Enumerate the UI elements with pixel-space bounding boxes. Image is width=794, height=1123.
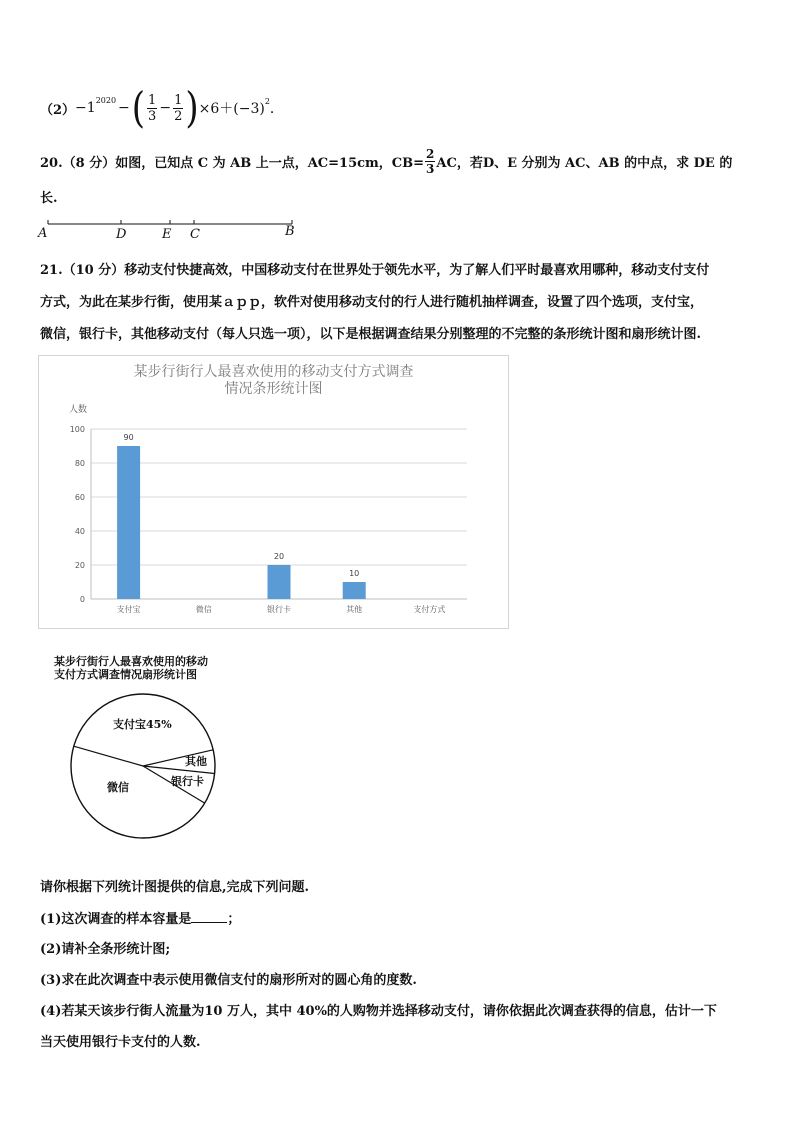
q1-text: (1)这次调查的样本容量是 (40, 912, 192, 927)
slice-label-zhifubao: 支付宝45% (113, 718, 172, 731)
bar-其他 (343, 582, 366, 599)
y-tick-label: 100 (69, 425, 85, 434)
right-paren: ) (185, 83, 199, 133)
bar-data-label: 90 (123, 433, 134, 442)
point-e-label: E (162, 227, 172, 242)
point-a-label: A (38, 226, 48, 241)
question-4-line1: (4)若某天该步行街人流量为10 万人，其中 40%的人购物并选择移动支付，请你依据此次调查获得的信息，估计一下 (40, 1004, 717, 1019)
x-axis-title: 支付方式 (413, 605, 446, 614)
bar-银行卡 (268, 565, 291, 599)
pie-chart-title-2: 支付方式调查情况扇形统计图 (54, 668, 197, 681)
answer-blank (191, 912, 227, 923)
expr-times: ×6＋(−3) (198, 101, 265, 117)
fraction-one-third: $\frac{1}{3}$ (148, 92, 157, 124)
expr-square: 2 (264, 96, 270, 106)
point-b-label: B (285, 224, 295, 239)
questions-intro: 请你根据下列统计图提供的信息,完成下列问题. (40, 880, 310, 895)
x-tick-label: 支付宝 (116, 605, 141, 614)
question-1 (40, 908, 240, 927)
slice-label-weixin: 微信 (107, 781, 129, 794)
q20-fraction: $\frac{2}{3}$ (426, 146, 435, 176)
y-axis-title: 人数 (69, 405, 88, 415)
y-tick-label: 20 (74, 561, 85, 570)
left-paren: ( (131, 83, 146, 133)
q21-line1: 21.（10 分）移动支付快捷高效，中国移动支付在世界处于领先水平，为了解人们平时最喜欢用哪种，移动支付支付 (40, 263, 710, 278)
x-tick-label: 微信 (195, 605, 212, 614)
slice-label-yinhangka: 银行卡 (171, 775, 204, 788)
bar-chart-title-2: 情况条形统计图 (224, 381, 323, 397)
bar-chart (38, 355, 509, 629)
slice-label-qita: 其他 (185, 755, 207, 768)
q20-text-b: AC，若D、E 分别为 AC、AB 的中点，求 DE 的 (436, 155, 733, 171)
q21-line2: 方式，为此在某步行街，使用某ａｐｐ，软件对使用移动支付的行人进行随机抽样调查，设置了四个选项，支付宝， (40, 295, 704, 310)
y-tick-label: 80 (74, 459, 85, 468)
expr-period: ． (269, 101, 284, 117)
expr-minus-inner: − (159, 100, 172, 116)
expression-2 (40, 83, 284, 133)
pie-chart-title-1: 某步行街行人最喜欢使用的移动 (54, 655, 208, 668)
point-d-label: D (116, 227, 127, 242)
expr-minus-one: −1 (75, 100, 96, 116)
question-4-line2: 当天使用银行卡支付的人数. (40, 1035, 201, 1050)
point-c-label: C (190, 227, 200, 242)
y-tick-label: 60 (74, 493, 85, 502)
y-tick-label: 0 (79, 595, 85, 604)
bar-data-label: 10 (349, 569, 360, 578)
q20-line1 (40, 146, 732, 176)
expr-label: （2） (40, 102, 76, 118)
question-2: (2)请补全条形统计图; (40, 942, 171, 957)
x-tick-label: 其他 (346, 605, 363, 614)
expr-minus: − (118, 100, 130, 116)
q20-text-a: 20.（8 分）如图，已知点 C 为 AB 上一点，AC=15cm，CB= (40, 155, 425, 171)
bar-data-label: 20 (273, 552, 285, 561)
x-tick-label: 银行卡 (267, 605, 291, 614)
bar-chart-svg (39, 356, 508, 628)
q1-end: ； (227, 912, 241, 927)
bar-支付宝 (117, 446, 140, 599)
q20-line2: 长. (40, 191, 58, 206)
y-tick-label: 40 (74, 527, 85, 536)
q21-line3: 微信，银行卡，其他移动支付（每人只选一项），以下是根据调查结果分别整理的不完整的条形统计图和扇形统计图. (40, 327, 702, 342)
pie-chart-svg (54, 680, 234, 860)
fraction-one-half: $\frac{1}{2}$ (174, 92, 183, 124)
expr-exponent: 2020 (95, 95, 117, 105)
question-3: (3)求在此次调查中表示使用微信支付的扇形所对的圆心角的度数. (40, 973, 417, 988)
bar-chart-title-1: 某步行街行人最喜欢使用的移动支付方式调查 (133, 364, 414, 380)
